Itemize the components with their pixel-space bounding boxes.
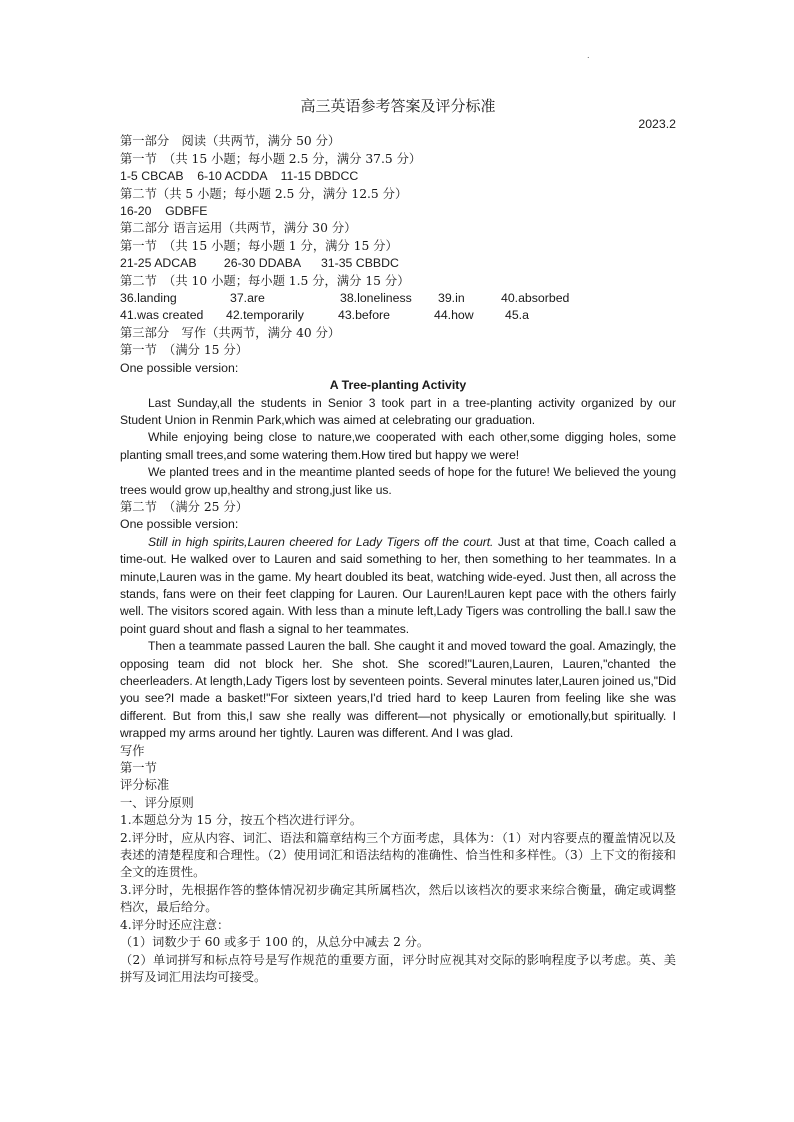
- grading-rule-3: 3.评分时，先根据作答的整体情况初步确定其所属档次，然后以该档次的要求来综合衡量，确定或调整档次，最后给分。: [120, 882, 676, 915]
- answer-44: 44.how: [434, 308, 474, 323]
- document-date: 2023.2: [638, 117, 676, 131]
- essay-paragraph-1: Last Sunday,all the students in Senior 3 took part in a tree-planting activity organized by our Student Union in Renmin Park,which was aimed at celebrating our graduation.: [120, 395, 676, 427]
- story-paragraph-2: Then a teammate passed Lauren the ball. She caught it and moved toward the goal. Amazingly, the opposing team did not block her. She shot. She scored!"Lauren,Lauren, Lauren,"chanted the cheerleaders. At length,Lady Tigers lost by seventeen points. Several minutes later,Lauren joined us,"Did you see?I made a basket!"For sixteen years,I'd tried hard to keep Lauren from feeling like she was different. But from this,I saw she really was different—not physically or emotionally,but spiritually. I wrapped my arms around her tightly. Lauren was different. And I was glad.: [120, 639, 676, 741]
- answer-38: 38.loneliness: [340, 291, 412, 306]
- grading-rule-2: 2.评分时，应从内容、词汇、语法和篇章结构三个方面考虑，具体为：（1）对内容要点的覆盖情况以及表述的清楚程度和合理性。（2）使用词汇和语法结构的准确性、恰当性和多样性。（3）上下文的衔接和全文的连贯性。: [120, 830, 676, 880]
- essay-paragraph-2: While enjoying being close to nature,we cooperated with each other,some digging holes, some planting small trees,and some watering them.How tired but happy we were!: [120, 430, 676, 462]
- version-label: One possible version:: [120, 360, 239, 375]
- part2-section1-heading: 第一节 （共 15 小题；每小题 1 分，满分 15 分）: [120, 238, 398, 253]
- grading-section1-heading: 第一节: [120, 761, 157, 776]
- answer-43: 43.before: [338, 308, 390, 323]
- part1-section2-heading: 第二节（共 5 小题；每小题 2.5 分，满分 12.5 分）: [120, 186, 408, 201]
- part3-heading: 第三部分 写作（共两节，满分 40 分）: [120, 325, 341, 340]
- grading-note-2: （2）单词拼写和标点符号是写作规范的重要方面，评分时应视其对交际的影响程度予以考虑。英、美拼写及词汇用法均可接受。: [120, 952, 676, 984]
- answer-36: 36.landing: [120, 291, 177, 306]
- essay-paragraph-3: We planted trees and in the meantime planted seeds of hope for the future! We believed the young trees would grow up,healthy and strong,just like us.: [120, 465, 676, 497]
- part1-heading: 第一部分 阅读（共两节，满分 50 分）: [120, 134, 341, 149]
- document-title: 高三英语参考答案及评分标准: [300, 97, 496, 115]
- answer-42: 42.temporarily: [226, 308, 304, 323]
- part2-section1-answers: 21-25 ADCAB 26-30 DDABA 31-35 CBBDC: [120, 256, 399, 271]
- story-opening-sentence: Still in high spirits,Lauren cheered for Lady Tigers off the court.: [148, 534, 494, 549]
- answer-41: 41.was created: [120, 308, 204, 323]
- grading-principle-heading: 一、评分原则: [120, 795, 194, 810]
- part1-section2-answers: 16-20 GDBFE: [120, 204, 208, 219]
- grading-note-1: （1）词数少于 60 或多于 100 的，从总分中减去 2 分。: [120, 935, 430, 950]
- answers-row-41-45: [120, 307, 676, 324]
- answer-sheet-document: [120, 96, 676, 986]
- grading-rule-1: 1.本题总分为 15 分，按五个档次进行评分。: [120, 813, 363, 828]
- part3-section2-heading: 第二节 （满分 25 分）: [120, 499, 248, 514]
- answer-37: 37.are: [230, 291, 265, 306]
- grading-writing-heading: 写作: [120, 743, 145, 758]
- answer-40: 40.absorbed: [501, 291, 570, 306]
- grading-rule-4: 4.评分时还应注意：: [120, 917, 230, 932]
- story-paragraph-1-body: Just at that time, Coach called a time-out. He walked over to Lauren and said something to her, then something to her teammates. In a minute,Lauren was in the game. My heart doubled its beat, watching wide-eyed. Just then, all across the stands, fans were on their feet clapping for Lauren. Our Lauren!Lauren kept pace with the others fairly well. The visitors scored again. With less than a minute left,Lady Tigers was controlling the ball.I saw the point guard shout and flash a signal to her teammates.: [120, 534, 676, 636]
- part3-section1-heading: 第一节 （满分 15 分）: [120, 343, 248, 358]
- essay-title: A Tree-planting Activity: [329, 378, 467, 393]
- version-label-2: One possible version:: [120, 517, 239, 532]
- part2-section2-heading: 第二节 （共 10 小题；每小题 1.5 分，满分 15 分）: [120, 273, 410, 288]
- answer-39: 39.in: [438, 291, 465, 306]
- answer-45: 45.a: [505, 308, 529, 323]
- part1-section1-answers: 1-5 CBCAB 6-10 ACDDA 11-15 DBDCC: [120, 169, 359, 184]
- part2-heading: 第二部分 语言运用（共两节，满分 30 分）: [120, 221, 357, 236]
- story-paragraph-1: [120, 534, 676, 638]
- grading-standard-heading: 评分标准: [120, 778, 170, 793]
- part1-section1-heading: 第一节 （共 15 小题；每小题 2.5 分，满分 37.5 分）: [120, 151, 422, 166]
- answers-row-36-40: [120, 290, 676, 307]
- page-mark: .: [587, 51, 590, 60]
